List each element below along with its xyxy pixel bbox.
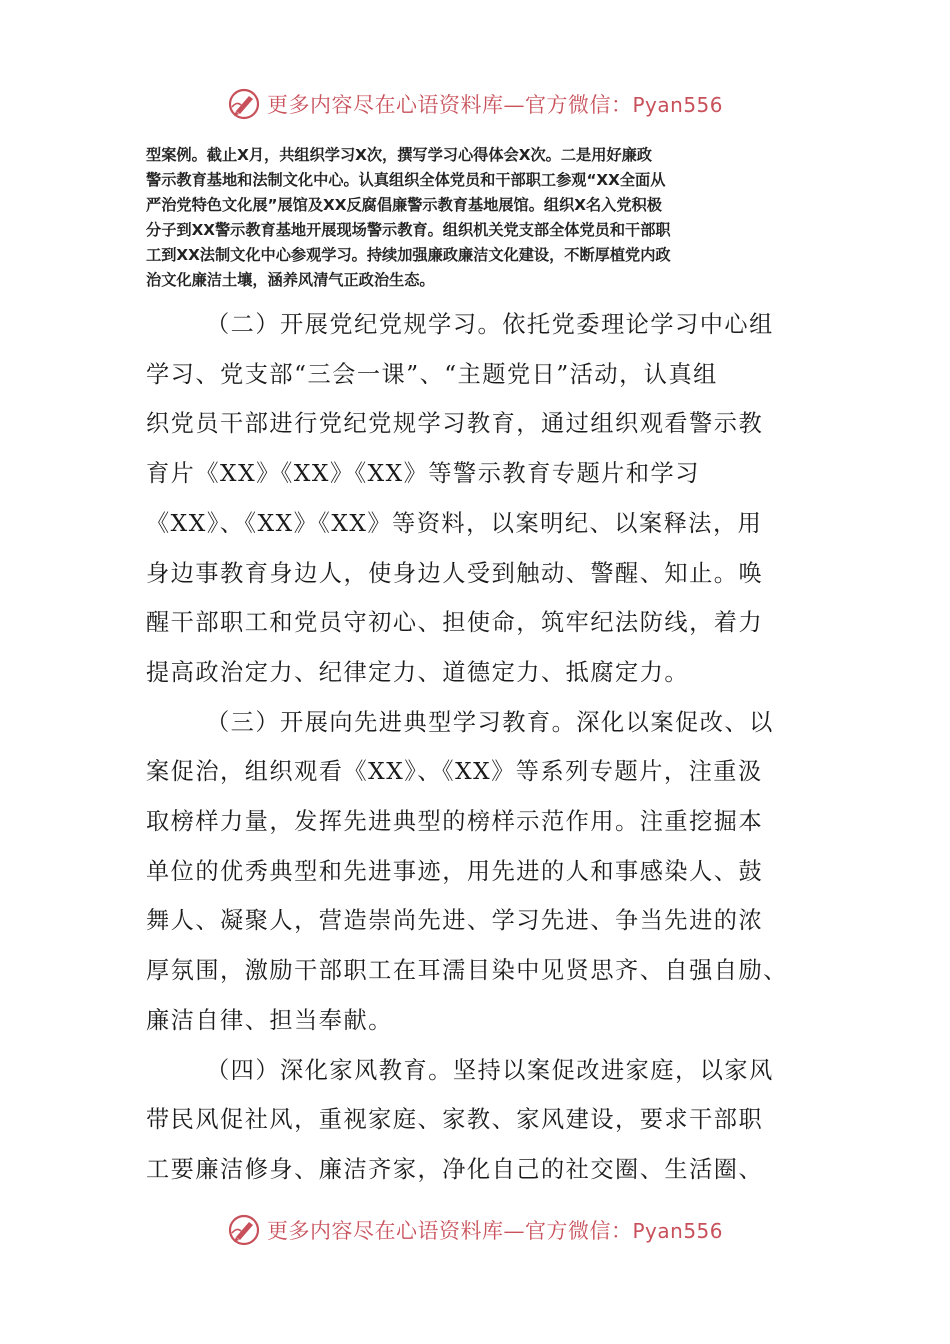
banner-text: 更多内容尽在心语资料库—官方微信：Pyan556	[266, 93, 723, 117]
intro-line: 治文化廉洁土壤，涵养风清气正政治生态。	[146, 271, 435, 289]
header-banner	[0, 84, 950, 124]
paragraph-party-discipline: （二）开展党纪党规学习。依托党委理论学习中心组 学习、党支部“三会一课”、“主题党日”活动，认真组 织党员干部进行党纪党规学习教育，通过组织观看警示教 育片《XX》《XX》《XX》等警示教育专题片和学习 《XX》、《XX》《XX》等资料，以案明纪、以案释法，用 身边事教育身边人，使身边人受到触动、警醒、知止。唤 醒干部职工和党员守初心、担使命，筑牢纪法防线，着力 提高政治定力、纪律定力、道德定力、抵腐定力。	[146, 311, 774, 686]
intro-line: 警示教育基地和法制文化中心。认真组织全体党员和干部职工参观“XX全面从	[146, 171, 666, 189]
banner-text: 更多内容尽在心语资料库—官方微信：Pyan556	[266, 1219, 723, 1243]
wechat-id: Pyan556	[632, 93, 723, 117]
intro-line: 严治党特色文化展”展馆及XX反腐倡廉警示教育基地展馆。组织X名入党积极	[146, 196, 662, 214]
paragraph-family-style: （四）深化家风教育。坚持以案促改进家庭，以家风 带民风促社风，重视家庭、家教、家风建设，要求干部职 工要廉洁修身、廉洁齐家，净化自己的社交圈、生活圈、	[146, 1056, 774, 1183]
intro-paragraph	[146, 143, 806, 293]
intro-line: 型案例。截止X月，共组织学习X次，撰写学习心得体会X次。二是用好廉政	[146, 146, 652, 164]
logo-icon	[227, 87, 261, 121]
intro-line: 工到XX法制文化中心参观学习。持续加强廉政廉洁文化建设，不断厚植党内政	[146, 246, 671, 264]
footer-banner	[0, 1210, 950, 1250]
paragraph-advanced-models: （三）开展向先进典型学习教育。深化以案促改、以 案促治，组织观看《XX》、《XX》等系列专题片，注重汲 取榜样力量，发挥先进典型的榜样示范作用。注重挖掘本 单位的优秀典型和先进事迹，用先进的人和事感染人、鼓 舞人、凝聚人，营造崇尚先进、学习先进、争当先进的浓 厚氛围，激励干部职工在耳濡目染中见贤思齐、自强自励、 廉洁自律、担当奉献。	[146, 708, 788, 1034]
document-body	[146, 300, 800, 1195]
wechat-id: Pyan556	[632, 1219, 723, 1243]
logo-icon	[227, 1213, 261, 1247]
intro-line: 分子到XX警示教育基地开展现场警示教育。组织机关党支部全体党员和干部职	[146, 221, 671, 239]
